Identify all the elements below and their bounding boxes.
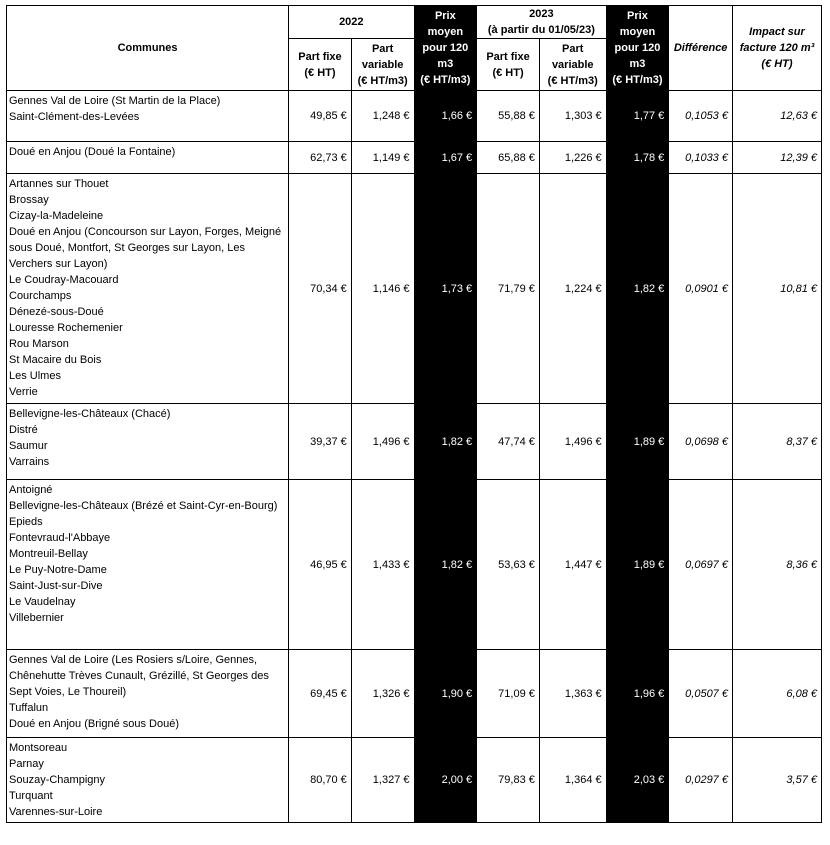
commune-name: Turquant [9,790,53,802]
commune-name: Souzay-Champigny [9,774,105,786]
commune-name: Bellevigne-les-Châteaux (Chacé) [9,408,171,420]
commune-name: Dénezé-sous-Doué [9,306,104,318]
part-fixe-2022-cell: 62,73 € [289,142,352,174]
table-body [7,91,822,823]
table-row [7,91,822,142]
commune-name: Rou Marson [9,338,69,350]
commune-name: Varrains [9,456,50,468]
part-variable-2022-cell: 1,326 € [351,650,414,738]
part-variable-2022-cell: 1,149 € [351,142,414,174]
impact-cell: 8,37 € [732,404,821,480]
header-year-2022: 2022 [289,6,414,39]
commune-name: Courchamps [9,290,72,302]
commune-name: Saumur [9,440,48,452]
part-fixe-2023-cell: 53,63 € [477,480,540,650]
commune-name: Saint-Clément-des-Levées [9,111,140,123]
commune-name: Varennes-sur-Loire [9,806,103,818]
commune-name: Distré [9,424,38,436]
communes-cell [7,142,289,174]
commune-name: Artannes sur Thouet [9,178,109,190]
table-row [7,480,822,650]
prix-moyen-2023-cell: 1,89 € [606,404,669,480]
communes-cell [7,404,289,480]
table-row [7,404,822,480]
part-variable-2022-cell: 1,327 € [351,738,414,823]
header-difference: Différence [669,6,733,91]
impact-cell: 12,39 € [732,142,821,174]
part-variable-2022-cell: 1,146 € [351,174,414,404]
commune-name: Doué en Anjou (Doué la Fontaine) [9,146,176,158]
commune-name: St Macaire du Bois [9,354,102,366]
part-fixe-2023-cell: 71,79 € [477,174,540,404]
difference-cell: 0,0297 € [669,738,733,823]
part-variable-2023-cell: 1,226 € [539,142,606,174]
part-fixe-2023-cell: 79,83 € [477,738,540,823]
commune-name: Cizay-la-Madeleine [9,210,104,222]
part-variable-2022-cell: 1,496 € [351,404,414,480]
header-prix-moyen-2023: Prix moyen pour 120 m3 (€ HT/m3) [606,6,669,91]
part-variable-2022-cell: 1,248 € [351,91,414,142]
part-variable-2023-cell: 1,224 € [539,174,606,404]
prix-moyen-2023-cell: 1,96 € [606,650,669,738]
prix-moyen-2022-cell: 1,82 € [414,404,477,480]
header-part-variable-2023: Part variable (€ HT/m3) [539,39,606,91]
difference-cell: 0,0698 € [669,404,733,480]
commune-name: Epieds [9,516,43,528]
communes-cell [7,174,289,404]
part-fixe-2022-cell: 49,85 € [289,91,352,142]
part-variable-2023-cell: 1,363 € [539,650,606,738]
commune-name: Tuffalun [9,702,49,714]
prix-moyen-2023-cell: 1,78 € [606,142,669,174]
difference-cell: 0,1033 € [669,142,733,174]
prix-moyen-2022-cell: 2,00 € [414,738,477,823]
commune-name: Doué en Anjou (Brigné sous Doué) [9,718,179,730]
header-part-fixe-2022: Part fixe (€ HT) [289,39,352,91]
prix-moyen-2023-cell: 2,03 € [606,738,669,823]
communes-cell [7,480,289,650]
part-variable-2023-cell: 1,496 € [539,404,606,480]
part-fixe-2023-cell: 47,74 € [477,404,540,480]
commune-name: Le Vaudelnay [9,596,76,608]
communes-cell [7,91,289,142]
commune-name: Fontevraud-l'Abbaye [9,532,111,544]
header-impact: Impact sur facture 120 m³ (€ HT) [732,6,821,91]
commune-name: Saint-Just-sur-Dive [9,580,103,592]
difference-cell: 0,0697 € [669,480,733,650]
commune-name: Montreuil-Bellay [9,548,88,560]
commune-name: Les Ulmes [9,370,61,382]
commune-name: Brossay [9,194,49,206]
table-row [7,650,822,738]
commune-name: Verrie [9,386,38,398]
header-part-fixe-2023: Part fixe (€ HT) [477,39,540,91]
commune-name: Gennes Val de Loire (Les Rosiers s/Loire, Gennes, Chênehutte Trèves Cunault, Grézillé, St Georges des Sept Voies, Le Thoureil) [9,654,269,698]
difference-cell: 0,1053 € [669,91,733,142]
table-row [7,142,822,174]
commune-name: Le Coudray-Macouard [9,274,119,286]
header-prix-moyen-2022: Prix moyen pour 120 m3 (€ HT/m3) [414,6,477,91]
impact-cell: 12,63 € [732,91,821,142]
part-fixe-2023-cell: 65,88 € [477,142,540,174]
prix-moyen-2022-cell: 1,90 € [414,650,477,738]
part-variable-2023-cell: 1,303 € [539,91,606,142]
prix-moyen-2023-cell: 1,89 € [606,480,669,650]
commune-name: Villebernier [9,612,64,624]
impact-cell: 3,57 € [732,738,821,823]
part-fixe-2022-cell: 70,34 € [289,174,352,404]
table-row [7,738,822,823]
difference-cell: 0,0901 € [669,174,733,404]
prix-moyen-2022-cell: 1,82 € [414,480,477,650]
prix-moyen-2022-cell: 1,66 € [414,91,477,142]
impact-cell: 6,08 € [732,650,821,738]
difference-cell: 0,0507 € [669,650,733,738]
communes-cell [7,650,289,738]
commune-name: Antoigné [9,484,53,496]
commune-name: Gennes Val de Loire (St Martin de la Place) [9,95,221,107]
part-fixe-2022-cell: 69,45 € [289,650,352,738]
commune-name: Le Puy-Notre-Dame [9,564,107,576]
part-fixe-2022-cell: 80,70 € [289,738,352,823]
commune-name: Louresse Rochemenier [9,322,123,334]
impact-cell: 10,81 € [732,174,821,404]
commune-name: Montsoreau [9,742,68,754]
commune-name: Bellevigne-les-Châteaux (Brézé et Saint-Cyr-en-Bourg) [9,500,278,512]
commune-name: Doué en Anjou (Concourson sur Layon, Forges, Meigné sous Doué, Montfort, St Georges sur Layon, Les Verchers sur Layon) [9,226,282,270]
part-variable-2022-cell: 1,433 € [351,480,414,650]
table-row [7,174,822,404]
header-communes: Communes [7,6,289,91]
part-variable-2023-cell: 1,364 € [539,738,606,823]
part-fixe-2022-cell: 39,37 € [289,404,352,480]
prix-moyen-2023-cell: 1,82 € [606,174,669,404]
prix-moyen-2022-cell: 1,73 € [414,174,477,404]
prix-moyen-2022-cell: 1,67 € [414,142,477,174]
part-fixe-2023-cell: 55,88 € [477,91,540,142]
prix-moyen-2023-cell: 1,77 € [606,91,669,142]
header-year-2023: 2023 (à partir du 01/05/23) [477,6,606,39]
part-variable-2023-cell: 1,447 € [539,480,606,650]
header-part-variable-2022: Part variable (€ HT/m3) [351,39,414,91]
commune-name: Parnay [9,758,44,770]
part-fixe-2022-cell: 46,95 € [289,480,352,650]
impact-cell: 8,36 € [732,480,821,650]
tariff-table [6,5,822,823]
part-fixe-2023-cell: 71,09 € [477,650,540,738]
communes-cell [7,738,289,823]
